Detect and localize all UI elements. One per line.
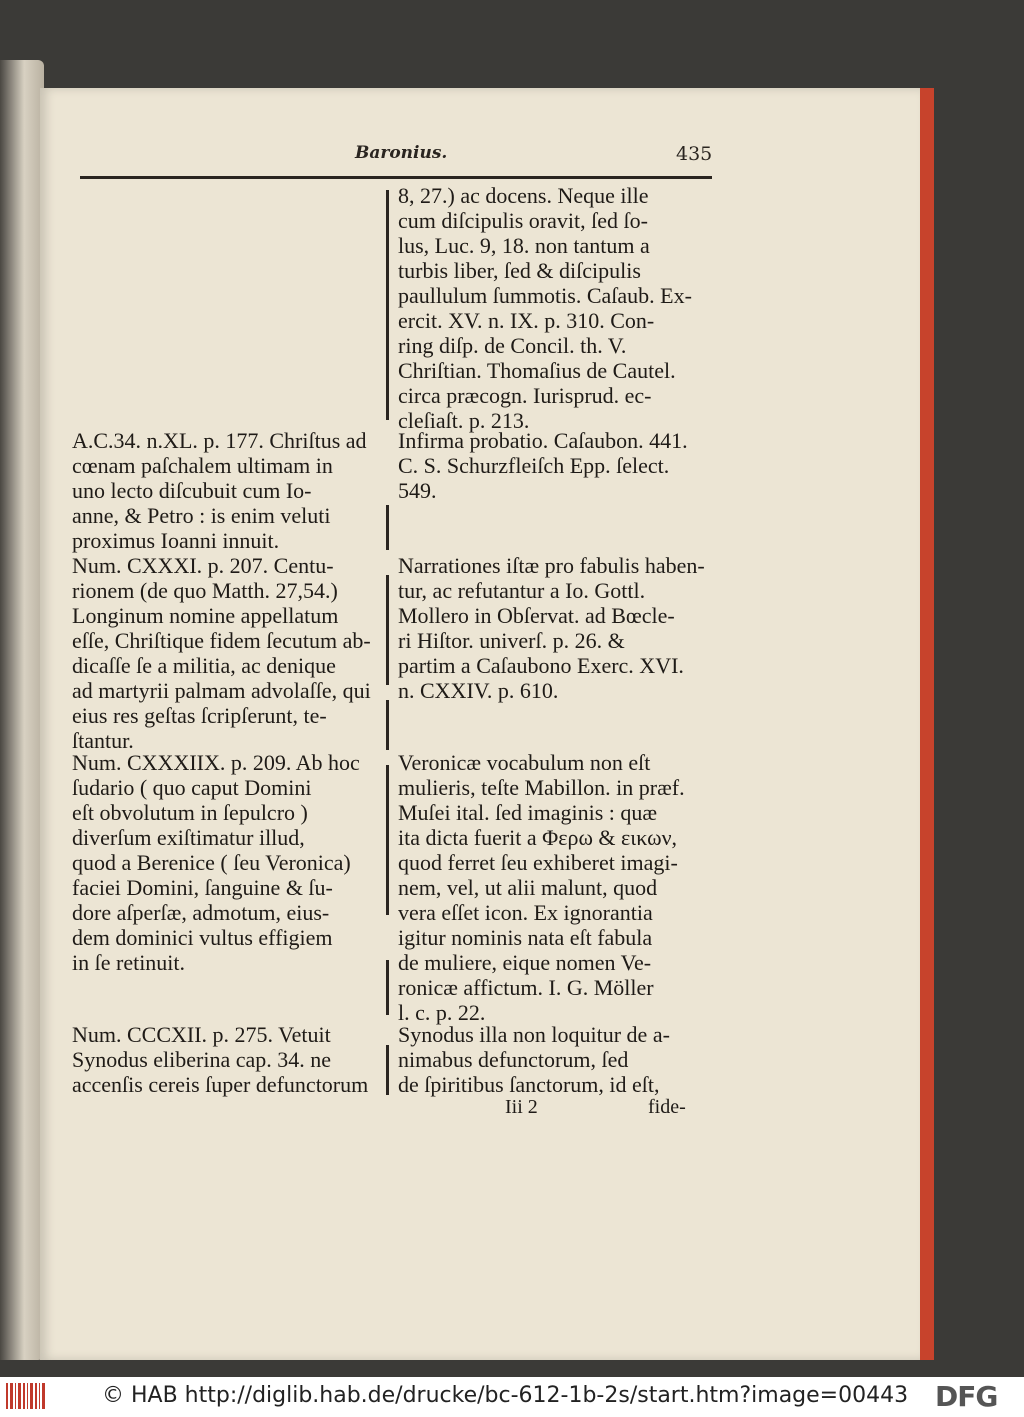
text-line: anne, & Petro : is enim veluti bbox=[72, 503, 331, 528]
text-line: Num. CCCXII. p. 275. Vetuit bbox=[72, 1022, 331, 1047]
text-line: A.C.34. n.XL. p. 177. Chriſtus ad bbox=[72, 428, 367, 453]
text-line: eſſe, Chriſtique fidem ſecutum ab- bbox=[72, 628, 371, 653]
entry-commentary bbox=[398, 428, 710, 503]
text-line: uno lecto diſcubuit cum Io- bbox=[72, 478, 312, 503]
text-line: ita dicta fuerit a Φερω & εικων, bbox=[398, 825, 678, 850]
dfg-logo: DFG bbox=[935, 1380, 998, 1413]
text-line: Mollero in Obſervat. ad Bœcle- bbox=[398, 603, 675, 628]
text-line: dicaſſe ſe a militia, ac denique bbox=[72, 653, 336, 678]
text-line: Muſei ital. ſed imaginis : quæ bbox=[398, 800, 658, 825]
text-line: circa præcogn. Iurisprud. ec- bbox=[398, 383, 652, 408]
column-separator bbox=[386, 1045, 389, 1095]
text-line: turbis liber, ſed & diſcipulis bbox=[398, 258, 641, 283]
copyright-url-text: © HAB http://diglib.hab.de/drucke/bc-612-1b-2s/start.htm?image=00443 bbox=[102, 1383, 909, 1408]
text-line: tur, ac refutantur a Io. Gottl. bbox=[398, 578, 646, 603]
text-line: rionem (de quo Matth. 27,54.) bbox=[72, 578, 338, 603]
entry-citation bbox=[72, 1022, 384, 1097]
page-number: 435 bbox=[676, 143, 713, 165]
text-line: 549. bbox=[398, 478, 437, 503]
text-line: paullulum ſummotis. Caſaub. Ex- bbox=[398, 283, 692, 308]
text-line: l. c. p. 22. bbox=[398, 1000, 486, 1025]
entry-commentary bbox=[398, 750, 710, 1025]
text-line: cleſiaſt. p. 213. bbox=[398, 408, 530, 433]
text-line: dore aſperſæ, admotum, eius- bbox=[72, 900, 330, 925]
text-line: accenſis cereis ſuper defunctorum bbox=[72, 1072, 369, 1097]
text-line: Synodus illa non loquitur de a- bbox=[398, 1022, 670, 1047]
text-line: nem, vel, ut alii malunt, quod bbox=[398, 875, 658, 900]
text-line: Chriſtian. Thomaſius de Cautel. bbox=[398, 358, 676, 383]
text-line: cœnam paſchalem ultimam in bbox=[72, 453, 333, 478]
text-line: quod a Berenice ( ſeu Veronica) bbox=[72, 850, 351, 875]
column-separator bbox=[386, 190, 389, 420]
barcode-logo-icon bbox=[6, 1381, 48, 1411]
text-line: de ſpiritibus ſanctorum, id eſt, bbox=[398, 1072, 660, 1097]
text-line: ſudario ( quo caput Domini bbox=[72, 775, 312, 800]
text-line: dem dominici vultus effigiem bbox=[72, 925, 333, 950]
entry-commentary bbox=[398, 1022, 710, 1097]
text-line: ring diſp. de Concil. th. V. bbox=[398, 333, 627, 358]
text-line: Num. CXXXI. p. 207. Centu- bbox=[72, 553, 334, 578]
text-line: Num. CXXXIIX. p. 209. Ab hoc bbox=[72, 750, 360, 775]
signature-mark: Iii 2 bbox=[505, 1096, 538, 1118]
text-line: partim a Caſaubono Exerc. XVI. bbox=[398, 653, 684, 678]
column-separator bbox=[386, 575, 389, 685]
header-rule bbox=[80, 176, 712, 179]
text-line: n. CXXIV. p. 610. bbox=[398, 678, 559, 703]
text-line: vera eſſet icon. Ex ignorantia bbox=[398, 900, 653, 925]
facing-page-edge bbox=[0, 60, 44, 1360]
entry-citation bbox=[72, 428, 384, 553]
text-line: eius res geſtas ſcripſerunt, te- bbox=[72, 703, 327, 728]
text-line: Longinum nomine appellatum bbox=[72, 603, 339, 628]
column-separator bbox=[386, 700, 389, 750]
text-line: ad martyrii palmam advolaſſe, qui bbox=[72, 678, 371, 703]
text-line: de muliere, eique nomen Ve- bbox=[398, 950, 652, 975]
text-line: Narrationes iſtæ pro fabulis haben- bbox=[398, 553, 705, 578]
text-line: ſtantur. bbox=[72, 728, 134, 753]
text-line: lus, Luc. 9, 18. non tantum a bbox=[398, 233, 650, 258]
column-separator bbox=[386, 960, 389, 1015]
text-line: Synodus eliberina cap. 34. ne bbox=[72, 1047, 332, 1072]
text-line: Veronicæ vocabulum non eſt bbox=[398, 750, 651, 775]
red-page-edge bbox=[920, 88, 934, 1360]
running-head: Baronius. bbox=[355, 143, 448, 163]
text-line: ercit. XV. n. IX. p. 310. Con- bbox=[398, 308, 655, 333]
text-line: diverſum exiſtimatur illud, bbox=[72, 825, 305, 850]
text-line: C. S. Schurzfleiſch Epp. ſelect. bbox=[398, 453, 670, 478]
text-line: quod ferret ſeu exhiberet imagi- bbox=[398, 850, 678, 875]
entry-commentary bbox=[398, 553, 710, 703]
continuation-text bbox=[398, 183, 710, 433]
entry-citation bbox=[72, 750, 384, 975]
catchword: fide- bbox=[648, 1096, 686, 1118]
column-separator bbox=[386, 765, 389, 915]
text-line: ri Hiſtor. univerſ. p. 26. & bbox=[398, 628, 625, 653]
text-line: Infirma probatio. Caſaubon. 441. bbox=[398, 428, 688, 453]
text-line: eſt obvolutum in ſepulcro ) bbox=[72, 800, 308, 825]
entry-citation bbox=[72, 553, 384, 753]
text-line: cum diſcipulis oravit, ſed ſo- bbox=[398, 208, 648, 233]
text-line: nimabus defunctorum, ſed bbox=[398, 1047, 629, 1072]
text-line: ronicæ affictum. I. G. Möller bbox=[398, 975, 654, 1000]
text-line: mulieris, teſte Mabillon. in præf. bbox=[398, 775, 685, 800]
text-line: faciei Domini, ſanguine & ſu- bbox=[72, 875, 333, 900]
text-line: in ſe retinuit. bbox=[72, 950, 186, 975]
text-line: igitur nominis nata eſt fabula bbox=[398, 925, 653, 950]
text-line: proximus Ioanni innuit. bbox=[72, 528, 280, 553]
column-separator bbox=[386, 505, 389, 550]
text-line: 8, 27.) ac docens. Neque ille bbox=[398, 183, 649, 208]
